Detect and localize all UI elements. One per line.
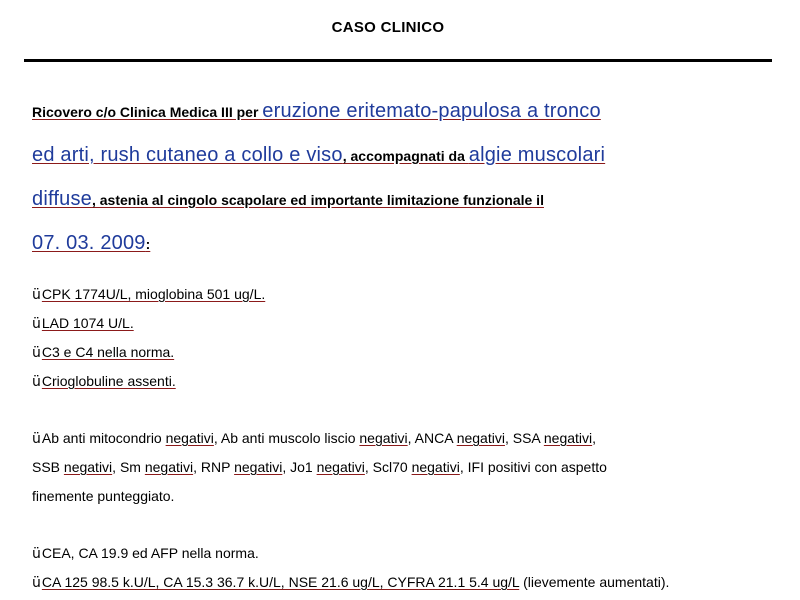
list-item xyxy=(32,309,792,338)
negative-result: negativi xyxy=(456,430,505,446)
intro-text-g: , astenia al cingolo scapolare ed importante limitazione funzionale il xyxy=(91,192,544,208)
autoab-line-1 xyxy=(32,424,792,453)
lab-item-crio: Crioglobuline assenti. xyxy=(41,373,176,389)
check-icon: ü xyxy=(32,374,41,390)
autoab-text: , SSA xyxy=(504,430,544,446)
autoab-text: , Scl70 xyxy=(364,459,412,475)
autoab-text: , IFI positivi con aspetto xyxy=(459,459,607,475)
intro-text-f: diffuse xyxy=(32,188,92,210)
list-item xyxy=(32,338,792,367)
intro-paragraph xyxy=(32,90,777,266)
autoab-text: Ab anti mitocondrio xyxy=(41,430,166,446)
check-icon: ü xyxy=(32,546,41,562)
negative-result: negativi xyxy=(144,459,194,475)
check-icon: ü xyxy=(32,316,41,332)
list-item xyxy=(32,539,792,568)
autoab-text: , Sm xyxy=(112,459,145,475)
autoab-text: finemente punteggiato. xyxy=(32,488,175,504)
autoantibodies-paragraph xyxy=(32,424,792,511)
negative-result: negativi xyxy=(543,430,593,446)
list-item xyxy=(32,280,792,309)
negative-result: negativi xyxy=(359,430,408,446)
lab-item-c3c4: C3 e C4 nella norma. xyxy=(41,344,175,360)
markers-normal: CEA, CA 19.9 ed AFP nella norma. xyxy=(41,545,259,561)
check-icon: ü xyxy=(32,431,41,447)
lab-item-lad: LAD 1074 U/L. xyxy=(41,315,134,331)
intro-text-b: eruzione eritemato-papulosa a tronco xyxy=(262,100,601,122)
page-title: CASO CLINICO xyxy=(331,19,445,36)
tumor-markers-list xyxy=(32,539,792,597)
list-item xyxy=(32,568,792,597)
check-icon: ü xyxy=(32,575,41,591)
negative-result: negativi xyxy=(316,459,365,475)
autoab-line-2 xyxy=(32,453,792,482)
intro-text-d: , accompagnati da xyxy=(342,148,469,164)
lab-results-list xyxy=(32,280,792,396)
negative-result: negativi xyxy=(234,459,283,475)
check-icon: ü xyxy=(32,345,41,361)
markers-elevated: CA 125 98.5 k.U/L, CA 15.3 36.7 k.U/L, NSE 21.6 ug/L, CYFRA 21.1 5.4 ug/L xyxy=(41,574,520,590)
autoab-text: , RNP xyxy=(193,459,235,475)
intro-text-e: algie muscolari xyxy=(468,144,606,166)
check-icon: ü xyxy=(32,287,41,303)
intro-text-c: ed arti, rush cutaneo a collo e viso xyxy=(32,144,343,166)
intro-underlined xyxy=(32,100,606,254)
negative-result: negativi xyxy=(63,459,113,475)
lab-item-cpk: CPK 1774U/L, mioglobina 501 ug/L. xyxy=(41,286,266,302)
autoab-line-3 xyxy=(32,482,792,511)
intro-colon: : xyxy=(145,236,151,252)
markers-note: (lievemente aumentati). xyxy=(519,574,670,590)
title-divider xyxy=(24,59,772,62)
negative-result: negativi xyxy=(165,430,214,446)
list-item xyxy=(32,367,792,396)
autoab-text: , xyxy=(592,430,597,446)
autoab-text: SSB xyxy=(32,459,64,475)
autoab-text: , ANCA xyxy=(407,430,457,446)
intro-text-a: Ricovero c/o Clinica Medica III per xyxy=(32,104,263,120)
intro-date: 07. 03. 2009 xyxy=(32,232,146,254)
autoab-text: , Jo1 xyxy=(282,459,317,475)
autoab-text: , Ab anti muscolo liscio xyxy=(213,430,360,446)
negative-result: negativi xyxy=(411,459,460,475)
